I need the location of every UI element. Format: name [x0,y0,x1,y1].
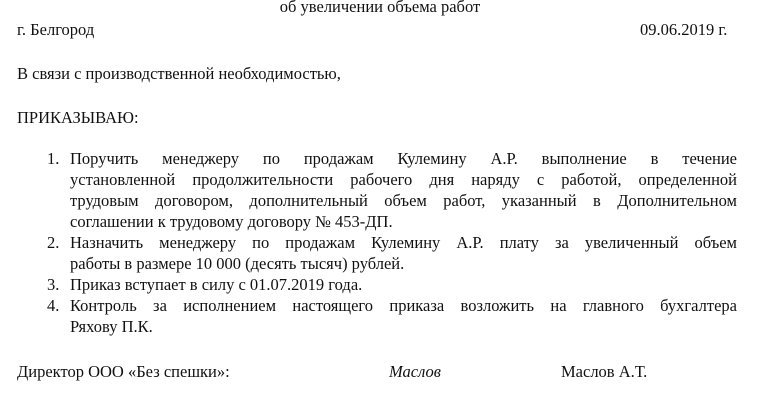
signature-label: Директор ООО «Без спешки»: [17,362,230,381]
intro-text: В связи с производственной необходимостью, [17,64,341,83]
order-item-line: Приказ вступает в силу с 01.07.2019 года. [70,275,363,294]
document-date: 09.06.2019 г. [640,20,728,39]
order-item-number: 1. [47,149,60,168]
order-item-number: 4. [47,296,60,315]
order-item-line: работы в размере 10 000 (десять тысяч) рублей. [70,254,405,273]
order-item-line: трудовым договором, дополнительный объем работ, указанный в Дополнительном [70,191,737,210]
order-item-number: 2. [47,233,60,252]
order-item-line: Контроль за исполнением настоящего приказа возложить на главного бухгалтера [70,296,737,315]
order-item-line: Назначить менеджеру по продажам Кулемину А.Р. плату за увеличенный объем [70,233,737,252]
order-item-line: Ряхову П.К. [70,317,153,336]
order-word: ПРИКАЗЫВАЮ: [17,108,139,127]
order-item-number: 3. [47,275,60,294]
order-item-line: Поручить менеджеру по продажам Кулемину А.Р. выполнение в течение [70,149,737,168]
signatory-name: Маслов А.Т. [561,362,648,381]
order-item-line: соглашении к трудовому договору № 453-ДП. [70,212,393,231]
document-title: об увеличении объема работ [279,0,481,16]
order-item-line: установленной продолжительности рабочего дня наряду с работой, определенной [70,170,737,189]
city: г. Белгород [17,20,95,39]
handwritten-signature: Маслов [389,362,441,381]
